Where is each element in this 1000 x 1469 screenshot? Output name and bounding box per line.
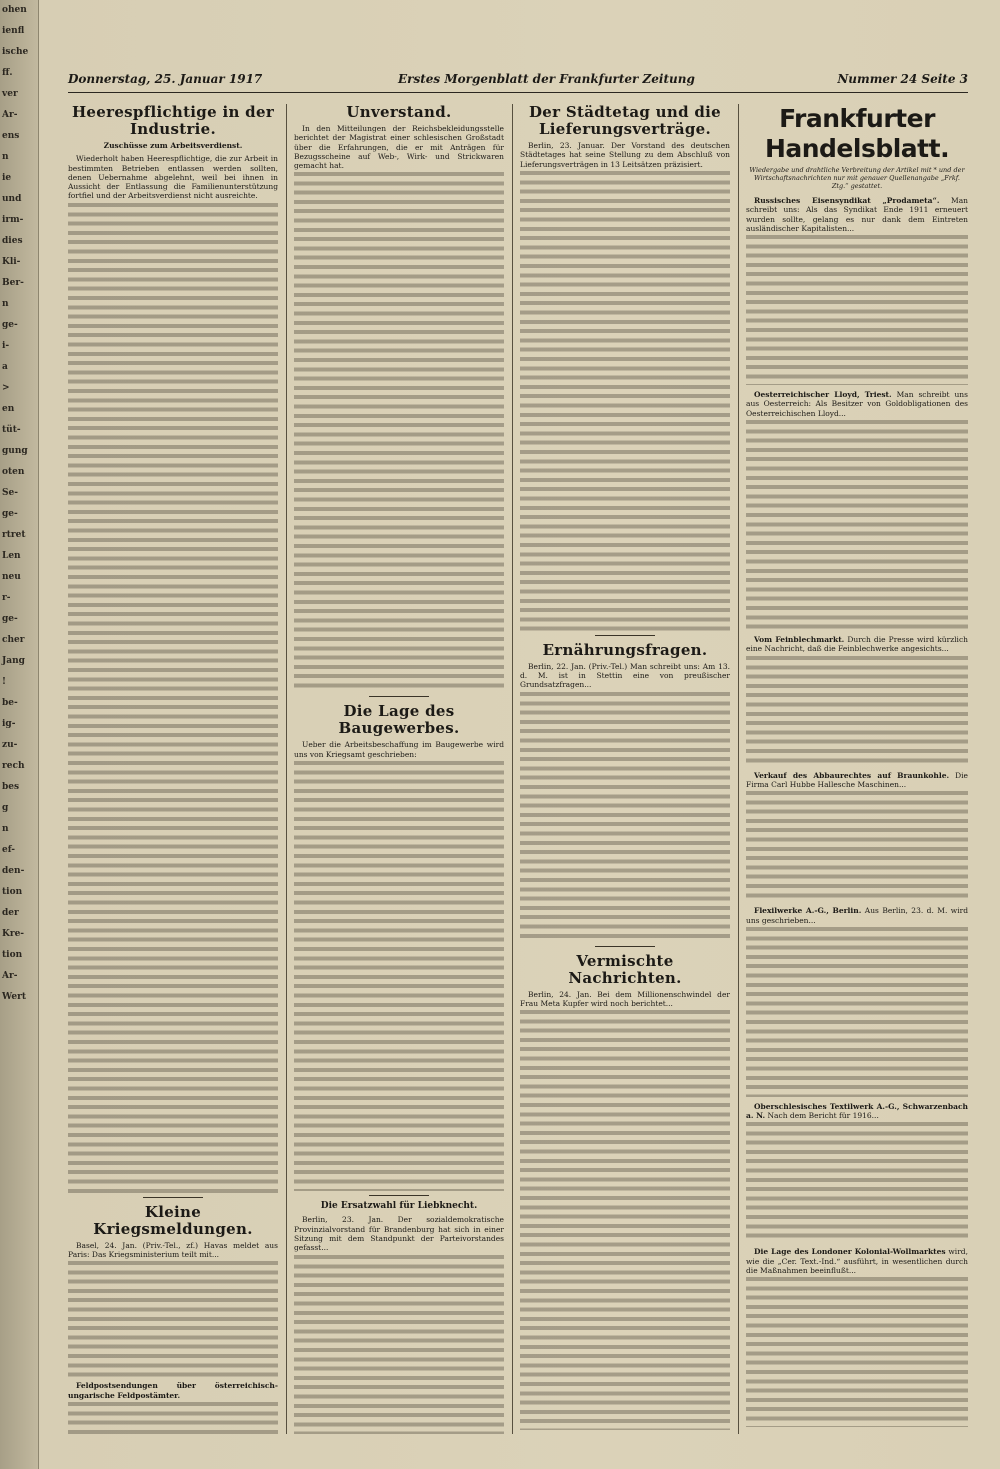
edge-fragment: bes — [2, 782, 20, 792]
edge-fragment: Se- — [2, 488, 18, 498]
edge-fragment: dies — [2, 236, 23, 246]
edge-fragment: Kre- — [2, 929, 25, 939]
business-news-item — [746, 771, 968, 902]
business-news-lead — [746, 1102, 968, 1121]
article-headline: Unverstand. — [346, 104, 452, 121]
newspaper-sheet — [58, 60, 978, 1450]
edge-fragment: cher — [2, 635, 25, 645]
section-body-text — [520, 692, 730, 942]
article-subline: Zuschüsse zum Arbeitsverdienst. — [103, 141, 243, 150]
edge-fragment: Ar- — [2, 971, 18, 981]
edge-fragment: n — [2, 152, 9, 162]
edge-fragment: Kli- — [2, 257, 21, 267]
business-news-text: wird, wie die „Cer. Text.-Ind.“ ausführt, in wesentlichen durch die Maßnahmen beeinflußt... — [746, 1247, 968, 1276]
business-news-body-text — [746, 1122, 968, 1242]
edge-fragment: ef- — [2, 845, 16, 855]
section-lead: Berlin, 22. Jan. (Priv.-Tel.) Man schreibt uns: Am 13. d. M. ist in Stettin eine von preußischer Grundsatzfragen... — [520, 661, 730, 690]
business-news-title: Verkauf des Abbaurechtes auf Braunkohle. — [754, 770, 950, 780]
edge-fragment: ienfl — [2, 26, 25, 36]
edge-fragment: en — [2, 404, 15, 414]
masthead-rule — [68, 92, 968, 93]
edge-fragment: gung — [2, 446, 28, 456]
article-lead: In den Mitteilungen der Reichsbekleidungsstelle berichtet der Magistrat einer schlesischen Großstadt über die Erfahrungen, die er mit Anträgen für Bezugsscheine auf Web-, Wirk- und Strickwaren gemacht hat. — [294, 124, 504, 171]
business-news-list — [746, 196, 968, 1427]
business-news-title: Russisches Eisensyndikat „Prodameta“. — [754, 196, 940, 205]
business-news-text: Man schreibt uns aus Oesterreich: Als Besitzer von Goldobligationen des Oesterreichischen Lloyd... — [746, 390, 968, 418]
column-rule — [286, 104, 287, 1434]
business-news-title: Oberschlesisches Textilwerk A.-G., Schwarzenbach a. N. — [746, 1101, 968, 1121]
edge-fragment: ff. — [2, 68, 13, 78]
business-news-body-text — [746, 235, 968, 385]
edge-fragment: ig- — [2, 719, 16, 729]
masthead-page-number: Nummer 24 Seite 3 — [837, 72, 968, 86]
article-headline: Der Städtetag und die Lieferungsverträge. — [528, 104, 722, 138]
business-news-lead — [746, 635, 968, 654]
edge-fragment: ge- — [2, 509, 18, 519]
edge-fragment: den- — [2, 866, 25, 876]
column-3 — [520, 104, 730, 1434]
edge-fragment: rech — [2, 761, 25, 771]
column-4 — [746, 104, 968, 1434]
feldpost-body-text — [68, 1402, 278, 1434]
previous-page-edge — [0, 0, 39, 1469]
business-news-item — [746, 1247, 968, 1427]
column-rule — [512, 104, 513, 1434]
edge-fragment: Len — [2, 551, 21, 561]
section-headline: Ernährungsfragen. — [542, 640, 708, 659]
business-news-lead — [746, 196, 968, 233]
article-body-text — [294, 172, 504, 692]
edge-fragment: Ber- — [2, 278, 24, 288]
edge-fragment: ie — [2, 173, 12, 183]
section-lead: Basel, 24. Jan. (Priv.-Tel., zf.) Havas meldet aus Paris: Das Kriegsministerium teilt mit... — [68, 1240, 278, 1260]
edge-fragment: n — [2, 824, 9, 834]
business-news-text: Die Firma Carl Hubbe Hallesche Maschinen... — [746, 770, 968, 789]
edge-fragment: ge- — [2, 614, 18, 624]
section-lead: Ueber die Arbeitsbeschaffung im Baugewerbe wird uns von Kriegsamt geschrieben: — [294, 740, 504, 759]
edge-fragment: Ar- — [2, 110, 18, 120]
column-2 — [294, 104, 504, 1434]
business-news-item — [746, 196, 968, 385]
business-news-item — [746, 906, 968, 1097]
section-headline: Die Lage des Baugewerbes. — [338, 702, 460, 738]
masthead-edition: Erstes Morgenblatt der Frankfurter Zeitung — [398, 72, 695, 86]
business-news-item — [746, 1102, 968, 1243]
divider — [369, 696, 429, 697]
business-news-text: Durch die Presse wird kürzlich eine Nachricht, daß die Feinblechwerke angesichts... — [746, 635, 968, 654]
edge-fragment: tion — [2, 887, 23, 897]
edge-fragment: a — [2, 362, 8, 372]
divider — [595, 946, 655, 947]
business-news-title: Die Lage des Londoner Kolonial-Wollmarktes — [754, 1247, 946, 1257]
edge-fragment: g — [2, 803, 9, 813]
edge-fragment: ische — [2, 47, 29, 57]
section-body-text — [520, 1010, 730, 1430]
edge-fragment: n — [2, 299, 9, 309]
section-body-text — [294, 1255, 504, 1434]
divider — [369, 1195, 429, 1196]
business-news-lead — [746, 390, 968, 418]
edge-fragment: zu- — [2, 740, 18, 750]
business-news-lead — [746, 906, 968, 925]
edge-fragment: Jang — [2, 656, 25, 666]
section-lead: Berlin, 24. Jan. Bei dem Millionenschwindel der Frau Meta Kupfer wird noch berichtet... — [520, 989, 730, 1009]
edge-fragment: ohen — [2, 5, 27, 15]
edge-fragment: tion — [2, 950, 23, 960]
section-lead: Berlin, 23. Jan. Der sozialdemokratische Provinzialvorstand für Brandenburg hat sich in einer Sitzung mit dem Standpunkt der Parteivorstandes gefasst... — [294, 1215, 504, 1253]
edge-fragment: ge- — [2, 320, 18, 330]
edge-fragment: der — [2, 908, 19, 918]
edge-fragment: > — [2, 383, 10, 393]
edge-fragment: be- — [2, 698, 18, 708]
column-rule — [738, 104, 739, 1434]
column-1 — [68, 104, 278, 1434]
edge-fragment: und — [2, 194, 22, 204]
edge-fragment: ! — [2, 677, 6, 687]
business-news-body-text — [746, 791, 968, 901]
article-body-text — [520, 171, 730, 631]
edge-fragment: neu — [2, 572, 21, 582]
edge-fragment: r- — [2, 593, 11, 603]
business-news-body-text — [746, 927, 968, 1097]
section-headline: Kleine Kriegsmeldungen. — [93, 1202, 253, 1238]
article-lead: Berlin, 23. Januar. Der Vorstand des deutschen Städtetages hat seine Stellung zu dem Abschluß von Lieferungsverträgen in 13 Leitsätzen präzisiert. — [520, 141, 730, 169]
edge-fragment: rtret — [2, 530, 26, 540]
divider — [595, 635, 655, 636]
business-news-text: Aus Berlin, 23. d. M. wird uns geschrieben... — [746, 906, 968, 925]
business-news-item — [746, 390, 968, 630]
section-masthead-note: Wiedergabe und drahtliche Verbreitung der Artikel mit * und der Wirtschaftsnachrichten nur mit genauer Quellenangabe „Frkf. Ztg.“ gestattet. — [749, 166, 965, 190]
edge-fragment: Wert — [2, 992, 26, 1002]
masthead — [68, 72, 968, 92]
business-news-title: Flexilwerke A.-G., Berlin. — [754, 906, 862, 916]
divider — [143, 1197, 203, 1198]
business-news-body-text — [746, 1277, 968, 1427]
business-news-text: Nach dem Bericht für 1916... — [767, 1111, 879, 1121]
edge-fragment: ver — [2, 89, 18, 99]
edge-fragment: i- — [2, 341, 10, 351]
article-body-text — [68, 203, 278, 1193]
edge-fragment: oten — [2, 467, 25, 477]
edge-fragment: irm- — [2, 215, 24, 225]
business-news-title: Vom Feinblechmarkt. — [754, 635, 845, 645]
article-headline: Heerespflichtige in der Industrie. — [71, 104, 275, 138]
section-body-text — [294, 761, 504, 1191]
edge-fragment: tüt- — [2, 425, 21, 435]
business-news-item — [746, 635, 968, 766]
section-headline: Die Ersatzwahl für Liebknecht. — [320, 1201, 478, 1212]
business-news-body-text — [746, 420, 968, 630]
business-news-title: Oesterreichischer Lloyd, Triest. — [754, 390, 892, 400]
business-news-text: Man schreibt uns: Als das Syndikat Ende 1911 erneuert wurden sollte, gelang es nur dank dem Eintreten ausländischer Kapitalisten... — [746, 196, 968, 233]
business-news-body-text — [746, 656, 968, 766]
section-masthead: Frankfurter Handelsblatt. — [764, 104, 950, 163]
masthead-date: Donnerstag, 25. Januar 1917 — [68, 72, 263, 86]
section-body-text — [68, 1261, 278, 1381]
business-news-lead — [746, 771, 968, 790]
feldpost-heading: Feldpostsendungen über österreichisch-ungarische Feldpostämter. — [68, 1381, 278, 1400]
section-headline: Vermischte Nachrichten. — [568, 951, 682, 987]
article-lead: Wiederholt haben Heerespflichtige, die zur Arbeit in bestimmten Betrieben entlassen werden sollten, denen Uebernahme abgelehnt, weil bei ihnen in Aussicht der Entlassung die Familienunterstützung fortfiel und der Arbeitsverdienst nicht ausreichte. — [68, 154, 278, 201]
business-news-lead — [746, 1247, 968, 1275]
edge-fragment: ens — [2, 131, 20, 141]
